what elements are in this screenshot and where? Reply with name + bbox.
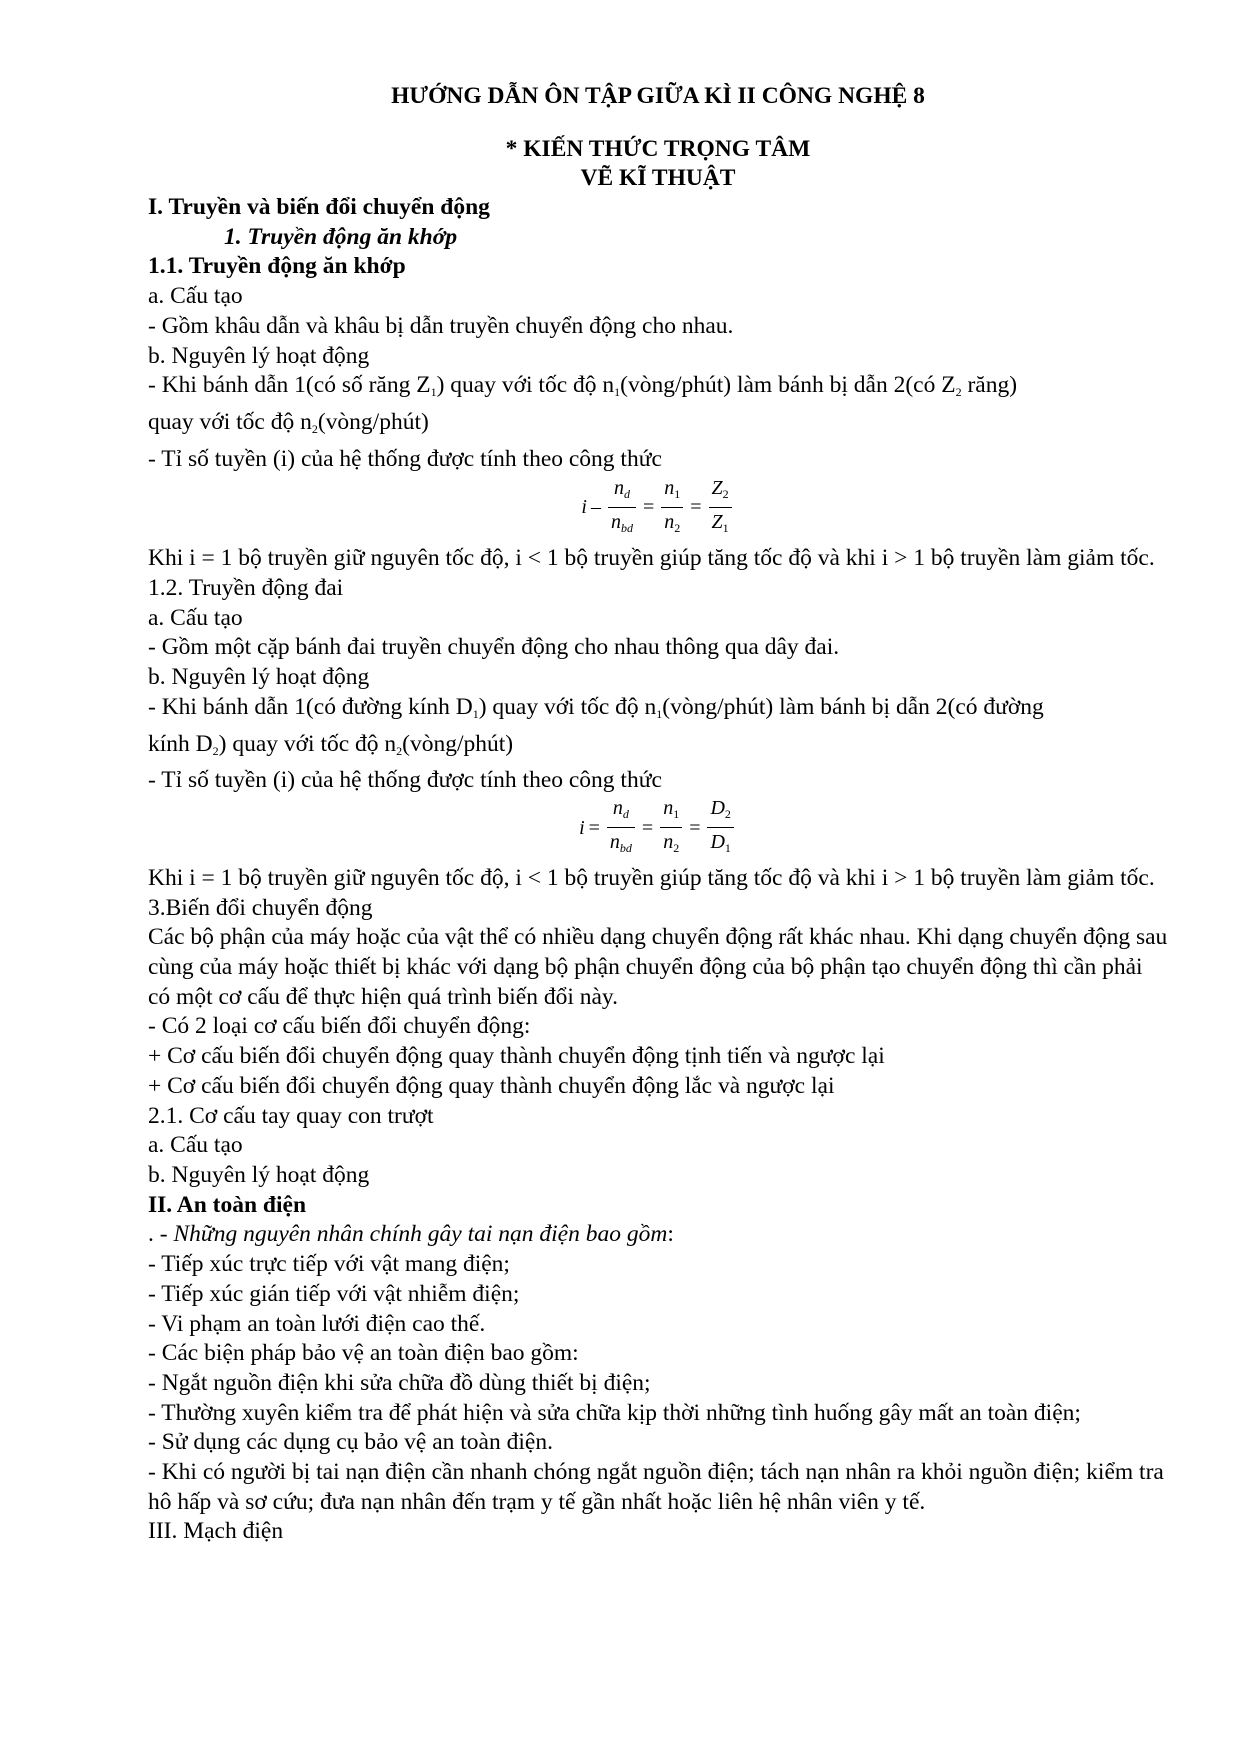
text-line: - Tỉ số tuyền (i) của hệ thống được tính theo công thức xyxy=(148,445,662,472)
heading-2-1: 2.1. Cơ cấu tay quay con trượt xyxy=(148,1102,434,1129)
document-page xyxy=(148,82,1168,1547)
list-item: - Các biện pháp bảo vệ an toàn điện bao gồm: xyxy=(148,1340,579,1367)
list-item: - Ngắt nguồn điện khi sửa chữa đồ dùng thiết bị điện; xyxy=(148,1369,651,1396)
formula-operator: = xyxy=(641,817,654,840)
formula-operator: = xyxy=(689,817,701,840)
text-line: - Tỉ số tuyền (i) của hệ thống được tính theo công thức xyxy=(148,767,662,794)
list-item: - Tiếp xúc trực tiếp với vật mang điện; xyxy=(148,1251,510,1278)
section-subheading: VẼ KĨ THUẬT xyxy=(580,165,736,191)
formula-operator: = xyxy=(588,817,600,840)
text-line: - Khi bánh dẫn 1(có số răng Z1) quay với tốc độ n1(vòng/phút) làm bánh bị dẫn 2(có Z2 răng) xyxy=(148,372,1018,400)
list-item: - Sử dụng các dụng cụ bảo vệ an toàn điện. xyxy=(148,1429,553,1456)
formula-symbol: i xyxy=(581,496,587,519)
text-line: b. Nguyên lý hoạt động xyxy=(148,342,370,369)
belt-ratio-formula xyxy=(148,796,1168,862)
formula-fraction: $\frac{n_d}{n_{bd}}$ xyxy=(608,475,636,542)
heading-1-2: 1.2. Truyền động đai xyxy=(148,575,344,602)
heading-3: 3.Biến đổi chuyển động xyxy=(148,894,373,921)
formula-operator: = xyxy=(690,496,702,519)
list-item: - Tiếp xúc gián tiếp với vật nhiễm điện; xyxy=(148,1280,520,1307)
formula-operator: – xyxy=(590,496,601,519)
heading-part-1: I. Truyền và biến đổi chuyển động xyxy=(148,194,490,220)
text-line: - Gồm một cặp bánh đai truyền chuyển động cho nhau thông qua dây đai. xyxy=(148,634,840,661)
text-paragraph: Khi i = 1 bộ truyền giữ nguyên tốc độ, i < 1 bộ truyền giúp tăng tốc độ và khi i > 1 bộ truyền làm giảm tốc. xyxy=(148,864,1155,891)
section-heading: * KIẾN THỨC TRỌNG TÂM xyxy=(505,136,811,162)
text-line: kính D2) quay với tốc độ n2(vòng/phút) xyxy=(148,730,514,758)
heading-part-2: II. An toàn điện xyxy=(148,1191,307,1218)
document-title: HƯỚNG DẪN ÔN TẬP GIỮA KÌ II CÔNG NGHỆ 8 xyxy=(391,83,925,109)
heading-1-1: 1.1. Truyền động ăn khớp xyxy=(148,253,406,280)
text-paragraph: Các bộ phận của máy hoặc của vật thể có nhiều dạng chuyển động rất khác nhau. Khi dạng chuyển động sau cùng của máy hoặc thiết bị khác với dạng bộ phận chuyển động của bộ phận tạo chuyển động thì cần phải có một cơ cấu để thực hiện quá trình biến đổi này. xyxy=(148,924,1168,1010)
formula-fraction: $\frac{Z_2}{Z_1}$ xyxy=(709,475,732,542)
text-line: - Khi bánh dẫn 1(có đường kính D1) quay với tốc độ n1(vòng/phút) làm bánh bị dẫn 2(có đường xyxy=(148,693,1044,721)
gear-ratio-formula xyxy=(148,474,1168,542)
formula-fraction: $\frac{n_1}{n_2}$ xyxy=(660,795,682,862)
formula-operator: = xyxy=(642,496,655,519)
list-item: + Cơ cấu biến đổi chuyển động quay thành chuyển động lắc và ngược lại xyxy=(148,1072,835,1099)
list-item: + Cơ cấu biến đổi chuyển động quay thành chuyển động tịnh tiến và ngược lại xyxy=(148,1043,885,1070)
text-line: - Gồm khâu dẫn và khâu bị dẫn truyền chuyển động cho nhau. xyxy=(148,312,734,339)
text-line: . - Những nguyên nhân chính gây tai nạn điện bao gồm: xyxy=(148,1221,674,1248)
formula-symbol: i xyxy=(579,817,585,840)
text-line: b. Nguyên lý hoạt động xyxy=(148,664,370,691)
heading-item-1: 1. Truyền động ăn khớp xyxy=(224,223,458,250)
formula-fraction: $\frac{n_1}{n_2}$ xyxy=(661,475,683,542)
text-line: - Có 2 loại cơ cấu biến đổi chuyển động: xyxy=(148,1013,531,1040)
text-line: quay với tốc độ n2(vòng/phút) xyxy=(148,408,429,436)
title-spacer xyxy=(148,111,1168,135)
text-line: a. Cấu tạo xyxy=(148,1132,243,1159)
text-paragraph: Khi i = 1 bộ truyền giữ nguyên tốc độ, i < 1 bộ truyền giúp tăng tốc độ và khi i > 1 bộ truyền làm giảm tốc. xyxy=(148,545,1155,572)
list-item: - Vi phạm an toàn lưới điện cao thế. xyxy=(148,1310,486,1337)
list-item: - Thường xuyên kiểm tra để phát hiện và sửa chữa kịp thời những tình huống gây mất an toàn điện; xyxy=(148,1399,1081,1426)
text-line: a. Cấu tạo xyxy=(148,283,243,310)
formula-fraction: $\frac{n_d}{n_{bd}}$ xyxy=(607,795,635,862)
heading-part-3: III. Mạch điện xyxy=(148,1518,284,1545)
text-line: a. Cấu tạo xyxy=(148,604,243,631)
list-item: - Khi có người bị tai nạn điện cần nhanh chóng ngắt nguồn điện; tách nạn nhân ra khỏi nguồn điện; kiểm tra hô hấp và sơ cứu; đưa nạn nhân đến trạm y tế gần nhất hoặc liên hệ nhân viên y tế. xyxy=(148,1459,1164,1515)
formula-fraction: $\frac{D_2}{D_1}$ xyxy=(707,795,733,862)
text-line: b. Nguyên lý hoạt động xyxy=(148,1161,370,1188)
